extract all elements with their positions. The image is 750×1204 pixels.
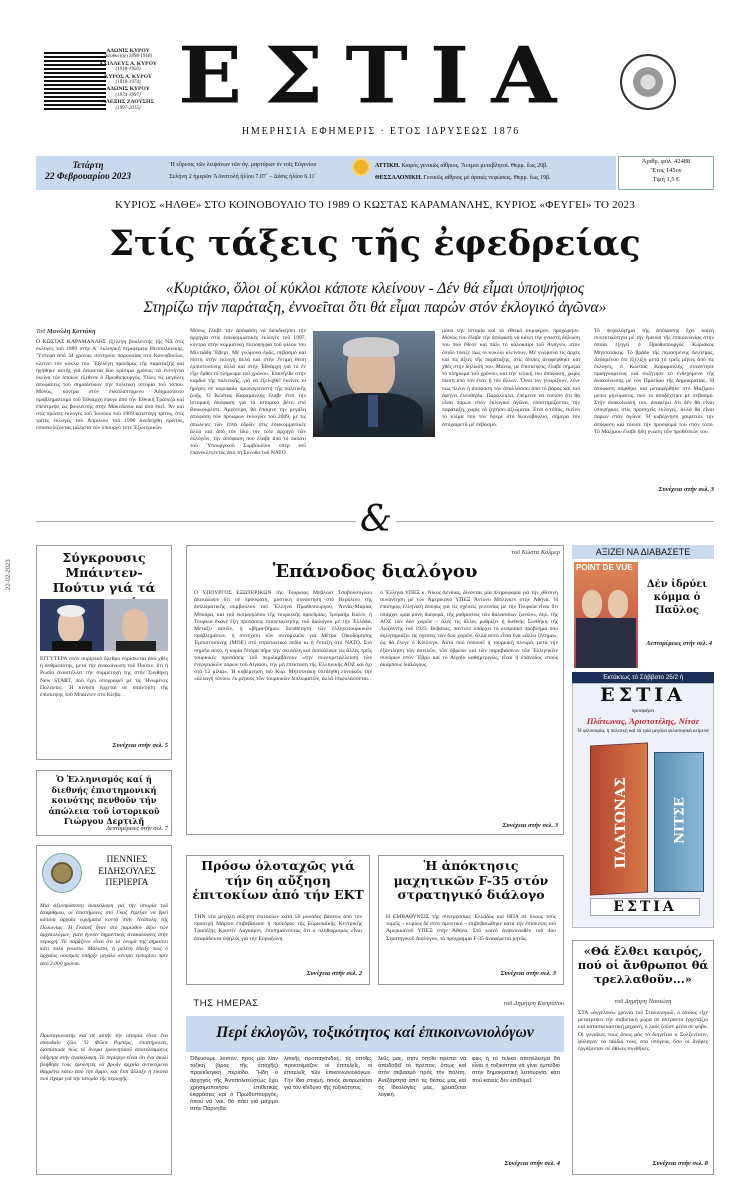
editor-name: ΑΧΙΛΛΕΥΣ Α. ΚΥΡΟΥ xyxy=(99,60,157,67)
sabbato-prefix: προσφέρει xyxy=(631,708,655,714)
f35-continued: Συνέχεια στήν σελ. 3 xyxy=(500,970,556,977)
main-byline xyxy=(36,328,186,335)
main-col-2: Μόνος ἔλαβε τήν ἀπόφαση νά διεκδικήσει τήν ἀρχηγία στίς ἐσωκομματικές ἐκλογές τοῦ 1997, κόντρα στήν κομματική πλειοψηφία τοῦ φίλου του Μιλτιάδη Ἔβερτ. Μέ γνώμονα ἐμᾶς, σεβασμό καί πίστη στήν ἐκλογή ἀλλά καί στήν ἔντιμη θέση ἐμπιστοσύνης ἀλλά καί στήν Ἐθνάρχη γιά τό ἔν εἶχε ἔρθει τό πλήρωμα τοῦ χρόνου. Ἐπανῆλθε στήν καρδιά τῆς πολιτικῆς, γιά νά ἐξελιχθεῖ ἐκείνες οἱ ἡμέρες σέ κορυφαῖο πρωταγωνιστή τῆς πολιτικῆς ζωῆς. Ὁ Κώστας Καραμανλής ἔλαβε ἔτσι τήν ἱστορική ἀπόφαση γιά τό ἱστορικό βέτο στό Βουκουρέστι. Ἀργότερα, θά ἔπαιρνε τήν μεγάλη ἀπόφαση τῶν πρόωρων ἐκλογῶν τοῦ 2009, μέ τίς ἀπώλειες τῶν ἐπτά ἐδρῶν στίς ἐσωκομματικές ἀλλά καί ἀπό τόν ἴδιο τόν τότε ἀρχηγό τῶν ἐκλογῶν, τήν ἀπόφαση πού ἔλαβε ἀπό τό παλάτι τοῦ Ὑπουργικοῦ Συμβουλίου ὑπέρ τοῦ ἐπανεκλεγέντος ἀπό τή Σύνοδο τοῦ ΝΑΤΟ. xyxy=(190,328,306,457)
ampersand: & xyxy=(359,499,393,540)
f35-text: Η ΕΜΒΑΘΥΝΣΙΣ τῆς συνεργασίας Ἑλλάδος καί ΗΠΑ σέ ὅλους τούς τομεῖς – κυρίως δέ στόν ἀμυντικό – ἐπιβεβαιώθηκε κατά τήν ἐπίσκεψη τοῦ Ἀμερικανοῦ ΥΠΕΞ στήν Ἀθήνα. Στό κοινό ἀνακοινωθέν τοῦ 4ου Στρατηγικοῦ Διαλόγου, τό πρόγραμμα F-35 ἀναφέρεται ρητῶς. xyxy=(386,914,556,942)
penies-text-1: Μιά ἀξιοπρόσεκτη ἀνακάλυψη γιά τήν ἱστορία τοῦ ἀπαρίθμου, οἱ ἐπιστήμονες στό Γκαζ ἔτρεξαν νά βρεῖ κάποια ἀρχαῖα εὑρήματα κοντά στήν Νεάπολη τῆς Πολωνίας. Ἡ Γκασέζ ἦταν στό παρελθόν ἄξιο τῶν ἀρχαιολόγων, γιατί ἔγιναν σημαντικές ἀνακαλύψεις στήν περιοχή. Τό παράξενο εἶναι ὅτι τό ὄνομά της σημαίνει κάτι πολύ γνωστό. Μάλιστα, ἡ μελέτη ἔδειξε πώς ὁ ἀρχαῖος οἰκισμός ὑπῆρξε μεγάλο κέντρο ἐμπορίου πρίν ἀπό 2.000 χρόνια. xyxy=(40,903,168,967)
editor-years: (1997-2015) xyxy=(115,105,141,111)
imeras-col-1: Ὀδεύουμε, λοιπόν, πρός μία λίαν τοξική (ὅρος τῆς ἐποχῆς) προεκλογική περίοδο. Ἤδη ὁ ἀρχηγός τῆς Ἀντιπολιτεύσεως ἔχει χρησιμοποιήσει ἐπιθετικές ἐκφράσεις καί ὁ Πρωθυπουργός, ὅπου νά 'ναι, θά πάει γιά μάχιμο στήν Πάρνηθα. xyxy=(190,1056,278,1113)
issue-number: Ἀριθμ. φύλ. 42488 xyxy=(641,158,691,165)
editor-years: (1918-1950) xyxy=(115,67,141,73)
coin-icon xyxy=(51,862,73,884)
editor-name: ΑΔΩΝΙΣ ΚΥΡΟΥ xyxy=(106,86,150,93)
weather-attica-text: Καιρός γενικῶς αἴθριος. Ἄνεμοι μεταβλητοί. Θερμ. ἕως 20β. xyxy=(401,163,548,169)
magazine-cover xyxy=(574,562,638,668)
editor-name: ΚΥΡΟΣ Α. ΚΥΡΟΥ xyxy=(104,73,152,80)
weather-attica-label: ΑΤΤΙΚΗ. xyxy=(375,163,400,169)
epanodos-col-2: ὁ Ἕλληνα ΥΠΕΞ κ. Νίκος Δένδιας, δίνοντας μία πληροφορία γιά τήν χθεσινή συνάντηση μέ τόν Ἀμερικανό ΥΠΕΞ Ἄντονυ Μπλίνκεν στήν Ἀθήνα. Ἡ ἐπίσημος ἑλληνική ἄποψις γιά τίς σχέσεις γειτονίας μέ τήν Τουρκία εἶναι ὅτι ὑπάρχει «μία μόνη διαφορά, τῆς ρυθμίσεως τῶν θαλασσίων ζωνῶν», δηλ. τῆς ΑΟΖ τῶν δύο χωρῶν – ὅλες τίς ἄλλες ρυθμίζει ἡ διεθνής Συνθήκη τῆς Λωζάννης τοῦ 1923. Βεβαίως, πάντοτε ὑπάρχει τό κυπριακό πρόβλημα πού δηλητηριάζει τίς σχέσεις τῶν δύο χωρῶν, ἀλλά αὐτό εἶναι ἕνα «ἄλλο ζήτημα», ὡς θά ἔλεγε ὁ Κίπλινγκ. Αὐτό πού ὑπονοεῖ ἡ τουρκική πλευρά, μετά τήν ἐξάντληση τῶν ἀπειλῶν, τῶν ὕβρεων καί τῶν παραβιάσεων τῶν Ἑλληνικῶν συνόρων στόν Ἕβρο καί τό Αἰγαῖο καθημερινῶς, εἶναι ἡ ἐπάνοδος στούς ἀκάρπους διαλόγους. xyxy=(380,590,558,669)
f35-title: Ἡ ἀπόκτησις μαχητικῶν F-35 στόν στρατηγικό διάλογο xyxy=(393,858,549,902)
imeras-continued: Συνέχεια στήν σελ. 4 xyxy=(504,1160,560,1167)
main-headline: Στίς τάξεις τῆς ἐφεδρείας xyxy=(109,223,641,264)
main-col-3: μονα τήν ἱστορία καί τό ἐθνικό συμφέρον, προχώρησε. Μόνος του ἔλαβε τήν ἀπόφαση νά κάνει τήν γνωστή δήλωση του πού ἔθεσε καί πάλι τό καλοκαίρι τοῦ Ἀνάγνω, στόν ὁποῖο τόνιζε πώς οἱ κύκλοι κλείνουν. Μέ γνώμονα τίς ἀρχές καί τίς ἀξίες τῆς παράταξης, στίς ὁποῖες ἀναφέρθηκε καί χθές στήν δήλωσή του. Μόνος, μέ ἐπισκέψεις, ἔλαβε σήμερα τό πλήρωμα τοῦ χρόνου, καί τήν τελική του ἀπόφαση, χωρίς πίεση ἀπό τόν ἕναν ἤ τόν ἄλλον. Ὅσοι τόν γνωρίζουν, λένε πώς πλέον ἡ ἀπόφαση τόν ἀπαλλάσσει ἀπό τό βάρος καί τοῦ ἀφήνει ἐλευθερία. Παράλληλα, ἐπέμεινε νά τονίσει ὅτι θά εἶναι παρών στόν ἐκλογικό ἀγῶνα, ὑποστηρίζοντας τήν παράταξη, χωρίς νά ζητήσει ἀξιώματα. Ἐτσι ὁ τόπος, ἐκεῖνο τό κλίμα πού τόν ἔφερε στό Κοινοβούλιο, σήμερα τόν ἀποχαιρετᾶ μέ σεβασμό. xyxy=(442,328,580,428)
seal-logo xyxy=(620,54,676,110)
main-col-1: Ο ΚΩΣΤΑΣ ΚΑΡΑΜΑΝΛΗΣ ἐξελέγη βουλευτής τῆς ΝΔ στίς ἐκλογές τοῦ 1989 στήν Α΄ ἐκλογική περιφέρεια Θεσσαλονίκης. Ὕστερα ἀπό 34 χρόνια, συνεχούς παρουσίας στό Κοινοβούλιο, κλείνει τόν κύκλο του. Ἐξελέγη πρόεδρος τῆς παράταξης καί ἡγήθηκε αὐτῆς γιά δεκαετία δύο κρίσιμα χρόνια, τά ἐνενήντα ἐκεῖνα τόν ὁποίων ἐξέθεσε ὁ Πρωθυπουργός. Ὅλες τίς μεγάλες ἀποφάσεις τοῦ σημαδεύουν τήν πολιτική ἱστορία τοῦ τόπου. Μόνος, κόντρα στόν ἐκκολαπτόμενο Ἀδημοσίευτο προβληματισμό τοῦ Ἐθνάρχη ἔφυγε ἀπό τήν Ἐθνική Τράπεζα καί ἐπέστρεψε ὡς βουλευτής στήν Μακεδονία καί ἀπό ἐκεῖ. Ἄν καί στίς πρῶτες ἐκλογές τοῦ Ἰουνίου τοῦ 1989 κατετάγη τρίτος, στίς τρίτες ἐκλογές τοῦ Ἀπριλίου τοῦ 1990 ἀνεδείχθη πρῶτος, ὑποσκελίζοντας μάλιστα τόν ὑπουργό τότε Ἐξωτερικῶν. xyxy=(36,339,184,432)
nasioti-text: ΣΤΑ «ἀγγελικά» χρόνια τοῦ Σταλινισμοῦ, ὁ ὁποῖος εἶχε μετατρέψει τήν σοβιετική χώρα σέ ἀπέραντο ἐργοτάξιο καί κατασκευαστική μηχανή, ὁ λαός ζοῦσε μέσα σέ φόβο. Οἱ γυναῖκες τους ὅπως μάς τό διηγεῖται ὁ Σολζενίτσιν, φύλαγαν τά παιδιά τους στά ὑπόγεια, ὅσο οἱ ἄνδρες ἐργάζονταν σέ ἄθλιες συνθῆκες. xyxy=(578,1010,708,1053)
weekday: Τετάρτη xyxy=(72,160,104,170)
weather-thess-label: ΘΕΣΣΑΛΟΝΙΚΗ. xyxy=(375,175,422,181)
sabbato-logo-bottom: ΕΣΤΙΑ xyxy=(590,898,700,916)
imeras-title: Περί ἐκλογῶν, τοξικότητος καί ἐπικοινωνιολόγων xyxy=(216,1024,534,1041)
moon-text: Σελήνη 2 ἡμερῶν ἈΑνατολή ἡλίου 7.07΄ – Δύσις ἡλίου 6.11΄ xyxy=(169,174,317,180)
separator-right xyxy=(396,521,714,522)
epanodos-continued: Συνέχεια στήν σελ. 3 xyxy=(502,822,558,829)
nasioti-title: «Θά ἔλθει καιρός, πού οἱ ἄνθρωποι θά τρελλαθοῦν...» xyxy=(577,944,709,986)
editors-list xyxy=(78,48,178,112)
date: 22 Φεβρουαρίου 2023 xyxy=(45,172,131,182)
editor-name: ΑΔΩΝΙΣ ΚΥΡΟΥ xyxy=(106,48,150,54)
weather-thess xyxy=(375,175,615,181)
prostimo-title: Πρόσω ὁλοταχῶς γιά τήν 6η αὔξηση ἐπιτοκίων ἀπό τήν ΕΚΤ xyxy=(192,858,364,902)
nasioti-continued: Συνέχεια στήν σελ. 8 xyxy=(652,1160,708,1167)
masthead-subtitle: ΗΜΕΡΗΣΙΑ ΕΦΗΜΕΡΙΣ · ΕΤΟΣ ΙΔΡΥΣΕΩΣ 1876 xyxy=(241,126,521,137)
karamanlis-photo xyxy=(313,331,435,437)
issue-year: Ἔτος 145ον xyxy=(650,167,682,174)
axizei-header: ΑΞΙΖΕΙ ΝΑ ΔΙΑΒΑΣΕΤΕ xyxy=(572,545,714,559)
sun-icon xyxy=(354,160,368,174)
main-continued: Συνέχεια στήν σελ. 3 xyxy=(658,486,714,493)
imeras-label: ΤΗΣ ΗΜΕΡΑΣ xyxy=(193,998,259,1009)
sabbato-names: Πλάτωνας, Ἀριστοτέλης, Νίτσε xyxy=(586,716,700,726)
biden-putin-photo xyxy=(40,599,168,651)
sabbato-header: Ἐκτάκτως τό Σάββατο 25/2 ἡ xyxy=(572,672,714,683)
ellinismos-continued: Λεπτομέρειες στήν σελ. 7 xyxy=(106,825,168,832)
biden-putin-title: Σύγκρουσις Μπάιντεν-Πούτιν γιά τά xyxy=(52,550,156,595)
issue-price: Τιμή 1,5 € xyxy=(652,176,680,183)
prostimo-text: ΤΗΝ νέα μεγάλη αὔξηση ἐπιτοκίων κατά 50 μονάδες βάσεως ἀπό τόν προσεχῆ Μάρτιο ἐπιβεβαίωσε ἡ πρόεδρος τῆς Εὐρωπαϊκῆς Κεντρικῆς Τραπέζης Κριστίν Λαγκάρντ, ἐπισημαίνοντας ὅτι ὁ πληθωρισμός εἶναι ἀπαράδεκτα ὑψηλός γιά τήν Εὐρωζώνη. xyxy=(194,914,362,942)
sabbato-title: ΕΣΤΙΑ xyxy=(600,684,686,706)
nasioti-byline: τοῦ Δημήτρη Νασιώτη xyxy=(614,998,672,1005)
biden-putin-continued: Συνέχεια στήν σελ. 5 xyxy=(112,742,168,749)
book-platon xyxy=(590,742,648,895)
editor-years: (1974-1997) xyxy=(115,92,141,98)
separator-left xyxy=(36,521,356,522)
masthead-title: ΕΣΤΙΑ xyxy=(178,30,579,122)
saints-text: Ἡ εὕρεσις τῶν λειψάνων τῶν ἁγ. μαρτύρων ἐν τοῖς Εὐγενίου xyxy=(169,162,317,168)
book-platon-label: ΠΛΑΤΩΝΑΣ xyxy=(613,776,629,870)
imeras-col-3: λεῦς μας, στόν ὁποῖο πρέπει νά ἀποδοθεῖ τό πρέπον, ὅπως καί στόν σεβασμό πρός τόν πολίτη. Ἀνεξάρτητα ἀπό τίς θέσεις μας καί τίς ἰδεολογίες μας, χρειάζεται λογική. xyxy=(378,1056,466,1099)
weather-thess-text: Γενικῶς αἴθριος μέ ἀραιές νεφώσεις. Θερμ. ἕως 19β. xyxy=(423,175,551,181)
byline-name: Μανώλη Κοττάκη xyxy=(46,328,96,335)
epanodos-byline: τοῦ Κώστα Κόλμερ xyxy=(511,549,560,556)
editor-years: Διευθυντής (1898-1918) xyxy=(103,54,153,60)
book-nietzsche xyxy=(654,752,704,892)
main-deck-1: «Κυριάκο, ὅλοι οἱ κύκλοι κάποτε κλείνουν - Δέν θά εἶμαι ὑποψήφιος xyxy=(165,280,585,297)
editor-name: ΑΛΕΞΗΣ ΖΑΟΥΣΗΣ xyxy=(101,99,155,106)
byline-prefix: Τοῦ xyxy=(36,328,46,335)
sidebar-date: 22-02-2023 xyxy=(6,559,12,590)
penies-text-2: Πρωταγωνιστής καί σέ αὐτήν τήν ἱστορία εἶναι ἕνα σπουδαῖο ζῶο. Ὁ Φίλιπ Ριμπέρς, ἐπιστήμονας, διαπίστωσε πώς τό ὄνομα ἐρευνητικοῦ ἀποτελέσματος ὁδήγησε στήν ἀνακάλυψη. Τό περίεργο εἶναι ὅτι ἕνα σκυλί βοήθησε τούς ἐρευνητές νά βροῦν ἀρχαῖα ἀντικείμενα θαμμένα κάτω ἀπό τήν ἄμμο, καί ἔτσι ἄλλαξε ἡ εἰκόνα πού εἴχαμε γιά τήν ἱστορία τῆς περιοχῆς. xyxy=(40,1033,168,1083)
book-nietzsche-label: ΝΙΤΣΕ xyxy=(672,797,688,844)
imeras-byline: τοῦ Δημήτρη Καπράνου xyxy=(503,1000,564,1007)
biden-putin-text: ΕΓΓΥΤΕΡΑ στόν πυρηνικό ὄλεθρο εὑρίσκεται ἀπό χθές ἡ ἀνθρωπότης, μετά τήν ἀνακοίνωση τοῦ Πούτιν, ὅτι ἡ Ρωσία ἀναστέλλει τήν συμμετοχή της στήν Συνθήκη New START, πού ἔχει ὑπογραφεῖ μέ τίς Ἡνωμένες Πολιτείες. Ἡ κίνηση ἔρχεται σέ ἀπάντηση τῆς ἐπίσκεψης τοῦ Μπάιντεν στό Κίεβο. xyxy=(40,656,168,699)
main-col-4: Τό ψυχολόγημα τῆς ἀπόφασης ἔχει κοινή συνεκτικότητα μέ τήν ἔρευνα τῆς ἐπικοινωνίας στήν ὁποία ἐξηγεῖ ὁ Πρωθυπουργός Κυριάκος Μητσοτάκης. Τό βράδυ τῆς περασμένης Δευτέρας, Δεδομένου ὅτι ἐξέλιξη μετά τό τρεῖς μῆνες ἀπό τίς ἐκλογές, ὁ Κώστας Καραμανλής συνάντησε προηγουμένως καί συζήτησε τό ἐνδεχόμενο τῆς ἀνακοίνωσης μέ τόν Πρόεδρο τῆς Δημοκρατίας. Ἡ ἀπόφαση πάρθηκε καί μεταφέρθηκε στό Μαξίμου μέσω μηνύματος, πού τό ἀποδέχτηκε μέ σεβασμό. Στήν ἀνακοίνωσή του, ἀναφέρει ὅτι δέν θά εἶναι ὑποψήφιος στίς προσεχεῖς ἐκλογές, ἀλλά θά εἶναι παρών στόν ἀγῶνα. Ἡ κυβέρνηση χαιρέτισε τήν ἀπόφαση καί τόνισε τήν προσφορά του στόν τόπο. Τό Μαξίμου ἔλαβε ἤδη γνώση τῶν προθέσεών του. xyxy=(594,328,714,435)
weather-attica xyxy=(375,163,615,169)
epanodos-col-1: Ο ΥΠΟΥΡΓΟΣ ΕΞΩΤΕΡΙΚΩΝ τῆς Τουρκίας Μεβλούτ Τσαβούσογλου ἀπεκάλυψε ὅτι σέ πρόσφατη, μυστική συνάντηση στό Βερολίνο τῆς διπλωματικῆς συμβούλου τοῦ Ἕλληνα Πρωθυπουργοῦ, Ἄννας-Μαρίας Μπούρα, καί τοῦ ἐκπροσώπου τῆς τουρκικῆς προεδρίας, Ἰμπραήμ Καλίν, ἡ Τουρκία ἔκανε ἕξη προτάσεις ἐπανεκκίνησης τοῦ διαλόγου μέ τήν Ἑλλάδα. Μεταξύ αὐτῶν, ἡ «βήμα-βήμα» διευθέτηση τῶν ἑλληνοτουρκικῶν προβλημάτων, ἡ συνέχιση τῶν συνομιλιῶν γιά Μέτρα Οἰκοδόμησης Ἐμπιστοσύνης (ΜΟΕ) στό στρατιωτικό πεδίο κι ἡ ἔνταξη στό ΝΑΤΟ. Στό σημεῖο αὐτό, ἡ κυρία Ντόρα πῆρε τήν σκυτάλη καί ἀπεκάλυψε τίς ἄλλες τρεῖς τουρκικές προτάσεις τοῦ περιλαμβάνουν «τήν συνεκμετάλλευση τῶν ἐνεργειακῶν πόρων τοῦ Αἰγαίου, τήν μή ἐπέκταση τῆς Ἑλληνικῆς ΑΟΖ καί ὄχι στά 12 μίλια». Ἡ κυβέρνηση τοῦ Κυρ. Μητσοτάκη ὑπεδέχθη εὐνοϊκῶς τήν «ἀλλαγή τόνου» ἐκ μέρους τῶν τουρκικῶν διπλωματῶν, ἀλλά ἐπιφυλάσσεται. xyxy=(194,590,372,683)
kicker: ΚΥΡΙΟΣ «ΗΛΘΕ» ΣΤΟ ΚΟΙΝΟΒΟΥΛΙΟ ΤΟ 1989 Ο ΚΩΣΤΑΣ ΚΑΡΑΜΑΝΛΗΣ, ΚΥΡΙΟΣ «ΦΕΥΓΕΙ» ΤΟ 2023 xyxy=(115,199,635,211)
imeras-col-2: λιτικῆς προπαγάνδας, τίς ὁποῖες προετοίμαζον οἱ ἐπιτελεῖς, οἱ ἐπιτελεῖς τῶν ἐπικοινωνιολόγων. Τήν ἴδια στιγμή, ποιός ἀναρωτιέται γιά τόν κίνδυνο τῆς τοξικότητος; xyxy=(284,1056,372,1091)
penies-title: ΠΕΝΝΙΕΣ ΕΙΔΗΣΟΥΛΕΣ ΠΕΡΙΕΡΓΑ xyxy=(98,855,156,888)
magazine-title: POINT DE VUE xyxy=(576,563,633,572)
ellinismos-title: Ὁ Ἑλληνισμός καί ἡ διεθνής ἐπιστημονική κοινότης πενθοῦν τήν ἀπώλεια τοῦ ἱστορικοῦ Γιώργου Δερτιλῆ xyxy=(48,774,160,827)
main-deck-2: Στηρίζω τήν παράταξη, ἐννοεῖται ὅτι θά εἶμαι παρών στόν ἐκλογικό ἀγῶνα» xyxy=(143,299,607,316)
prostimo-continued: Συνέχεια στήν σελ. 2 xyxy=(306,970,362,977)
axizei-title: Δέν ἰδρύει κόμμα ὁ Παῦλος xyxy=(646,579,708,616)
sabbato-subtitle: Ἡ φιλοσοφία, ἡ πολιτική καί τά τρία μεγάλα φιλοσοφικά κείμενα xyxy=(577,729,709,734)
epanodos-title: Ἐπάνοδος διαλόγου xyxy=(272,561,478,582)
editor-years: (1918-1974) xyxy=(115,80,141,86)
imeras-col-4: φιες ἤ τό τελικό ἀποτέλεσμα θά εἶναι ἡ τοξικότητα νά γίνει ἐμπόδιο στήν δημοκρατική λειτουργία, κάτι πού κανείς δέν ἐπιθυμεῖ. xyxy=(472,1056,560,1084)
axizei-continued: Λεπτομέρειες στήν σελ. 4 xyxy=(646,640,712,647)
